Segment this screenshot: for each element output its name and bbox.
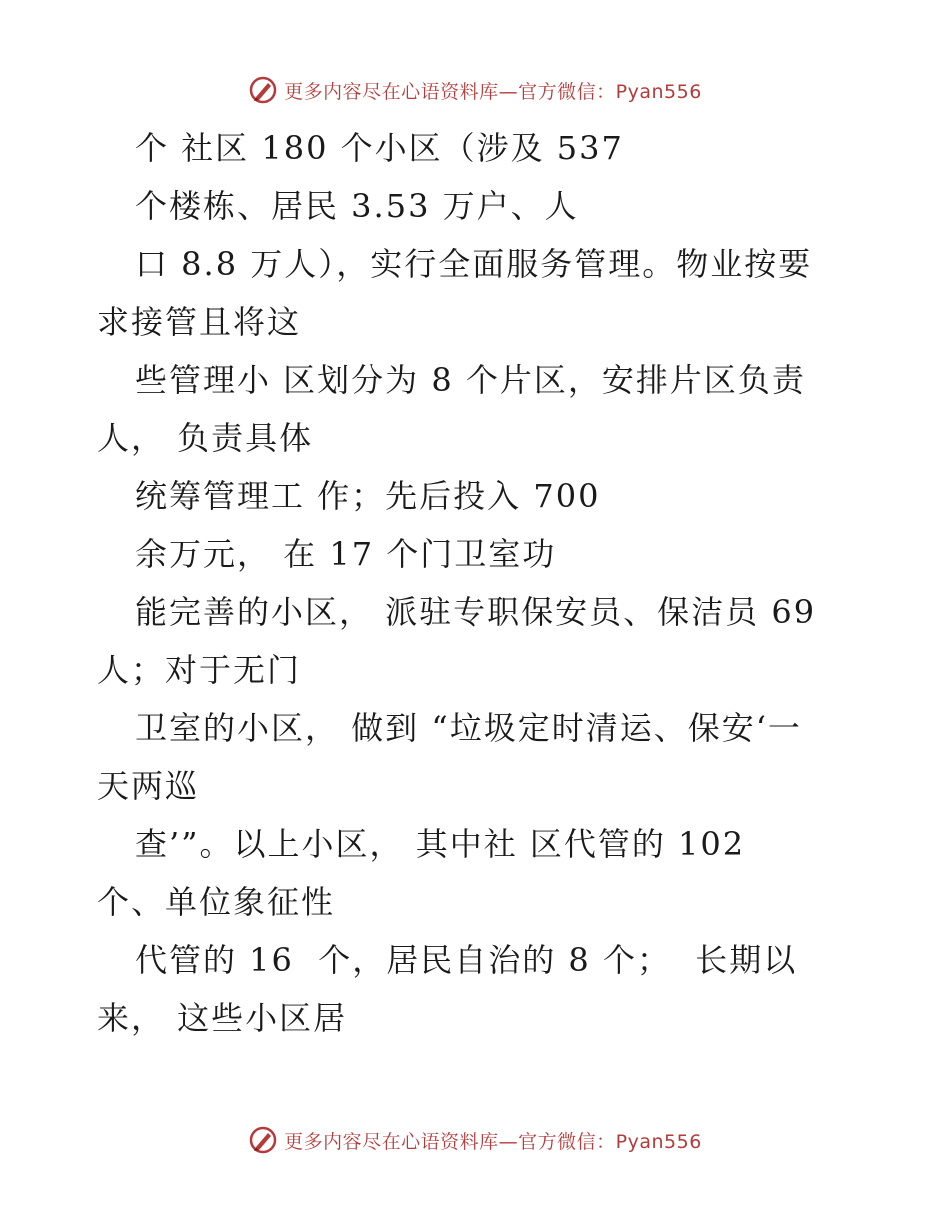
body-line: 个 社区 180 个小区（涉及 537 (135, 129, 624, 167)
body-line: 人；对于无门 (97, 651, 302, 689)
body-line: 口 8.8 万人），实行全面服务管理。物业按要 (135, 245, 813, 283)
body-line: 个楼栋、居民 3.53 万户、人 (135, 187, 579, 225)
body-line: 天两巡 (97, 767, 200, 805)
red-pen-logo-icon (248, 1125, 278, 1155)
body-line: 人， 负责具体 (97, 419, 314, 457)
body-line: 代管的 16 个，居民自治的 8 个； 长期以 (135, 941, 798, 979)
footer-banner-text: 更多内容尽在心语资料库—官方微信：Pyan556 (284, 1130, 702, 1153)
body-line: 来， 这些小区居 (97, 999, 348, 1037)
red-pen-logo-icon (248, 75, 278, 105)
body-line: 统筹管理工 作；先后投入 700 (135, 477, 601, 515)
body-line: 个、单位象征性 (97, 883, 336, 921)
body-line: 求接管且将这 (97, 303, 302, 341)
body-line: 能完善的小区， 派驻专职保安员、保洁员 69 (135, 593, 817, 631)
body-line: 卫室的小区， 做到 “垃圾定时清运、保安‘一 (135, 709, 802, 747)
footer-banner (0, 1120, 950, 1160)
body-line: 查’”。以上小区， 其中社 区代管的 102 (135, 825, 746, 863)
body-line: 些管理小 区划分为 8 个片区，安排片区负责 (135, 361, 806, 399)
body-line: 余万元， 在 17 个门卫室功 (135, 535, 557, 573)
header-banner (0, 70, 950, 110)
header-banner-text: 更多内容尽在心语资料库—官方微信：Pyan556 (284, 80, 702, 103)
